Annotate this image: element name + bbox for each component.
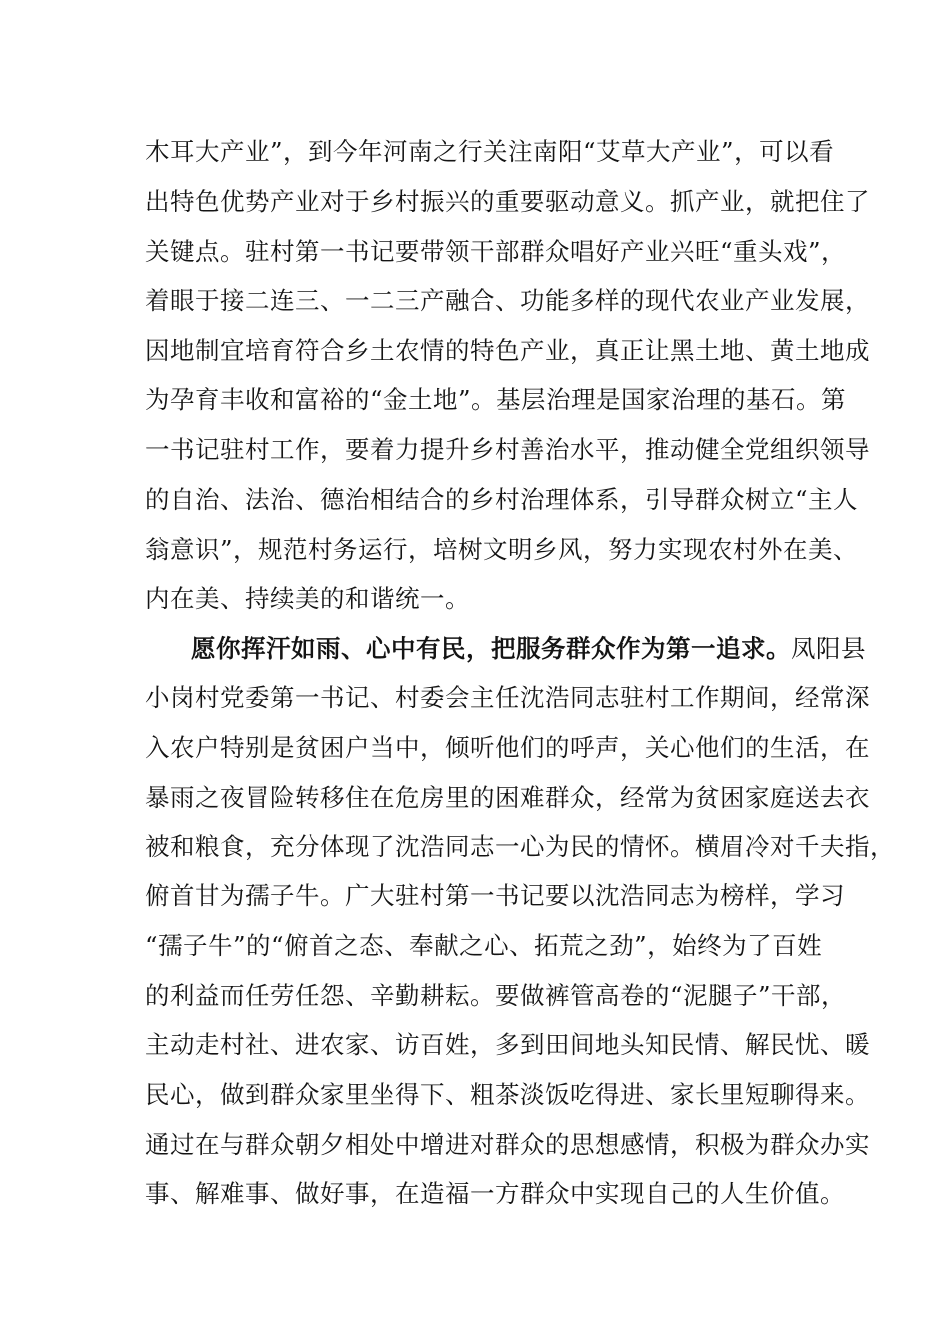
text-line: 的利益而任劳任怨、辛勤耕耘。要做裤管高卷的“泥腿子”干部，	[145, 981, 847, 1010]
text-line: 入农户特别是贫困户当中，倾听他们的呼声，关心他们的生活，在	[145, 733, 870, 762]
text-line: 民心，做到群众家里坐得下、粗茶淡饭吃得进、家长里短聊得来。	[145, 1080, 870, 1109]
text-line: 通过在与群众朝夕相处中增进对群众的思想感情，积极为群众办实	[145, 1130, 870, 1159]
lead-sentence-bold: 愿你挥汗如雨、心中有民，把服务群众作为第一追求。	[191, 634, 791, 663]
text-line: 出特色优势产业对于乡村振兴的重要驱动意义。抓产业，就把住了	[145, 187, 870, 216]
text-line: 俯首甘为孺子牛。广大驻村第一书记要以沈浩同志为榜样，学习	[145, 881, 845, 910]
text-line: 一书记驻村工作，要着力提升乡村善治水平，推动健全党组织领导	[145, 435, 870, 464]
text-line: 木耳大产业”，到今年河南之行关注南阳“艾草大产业”，可以看	[145, 137, 835, 166]
text-line: 关键点。驻村第一书记要带领干部群众唱好产业兴旺“重头戏”，	[145, 237, 847, 266]
lead-sentence-rest: 凤阳县	[791, 634, 866, 663]
text-line: 因地制宜培育符合乡土农情的特色产业，真正让黑土地、黄土地成	[145, 336, 870, 365]
paragraph-lead-line	[191, 624, 866, 674]
text-line: 主动走村社、进农家、访百姓，多到田间地头知民情、解民忧、暖	[145, 1030, 870, 1059]
text-line: 翁意识”，规范村务运行，培树文明乡风，努力实现农村外在美、	[145, 535, 859, 564]
text-line: 小岗村党委第一书记、村委会主任沈浩同志驻村工作期间，经常深	[145, 683, 870, 712]
text-line: 为孕育丰收和富裕的“金土地”。基层治理是国家治理的基石。第	[145, 385, 847, 414]
text-line: 着眼于接二连三、一二三产融合、功能多样的现代农业产业发展，	[145, 286, 870, 315]
text-line: 被和粮食，充分体现了沈浩同志一心为民的情怀。横眉冷对千夫指，	[145, 832, 895, 861]
text-line: 内在美、持续美的和谐统一。	[145, 584, 470, 613]
text-line: 暴雨之夜冒险转移住在危房里的困难群众，经常为贫困家庭送去衣	[145, 783, 870, 812]
text-line: 的自治、法治、德治相结合的乡村治理体系，引导群众树立“主人	[145, 485, 859, 514]
text-line: 事、解难事、做好事，在造福一方群众中实现自己的人生价值。	[145, 1179, 845, 1208]
text-line: “孺子牛”的“俯首之态、奉献之心、拓荒之劲”，始终为了百姓	[145, 931, 823, 960]
